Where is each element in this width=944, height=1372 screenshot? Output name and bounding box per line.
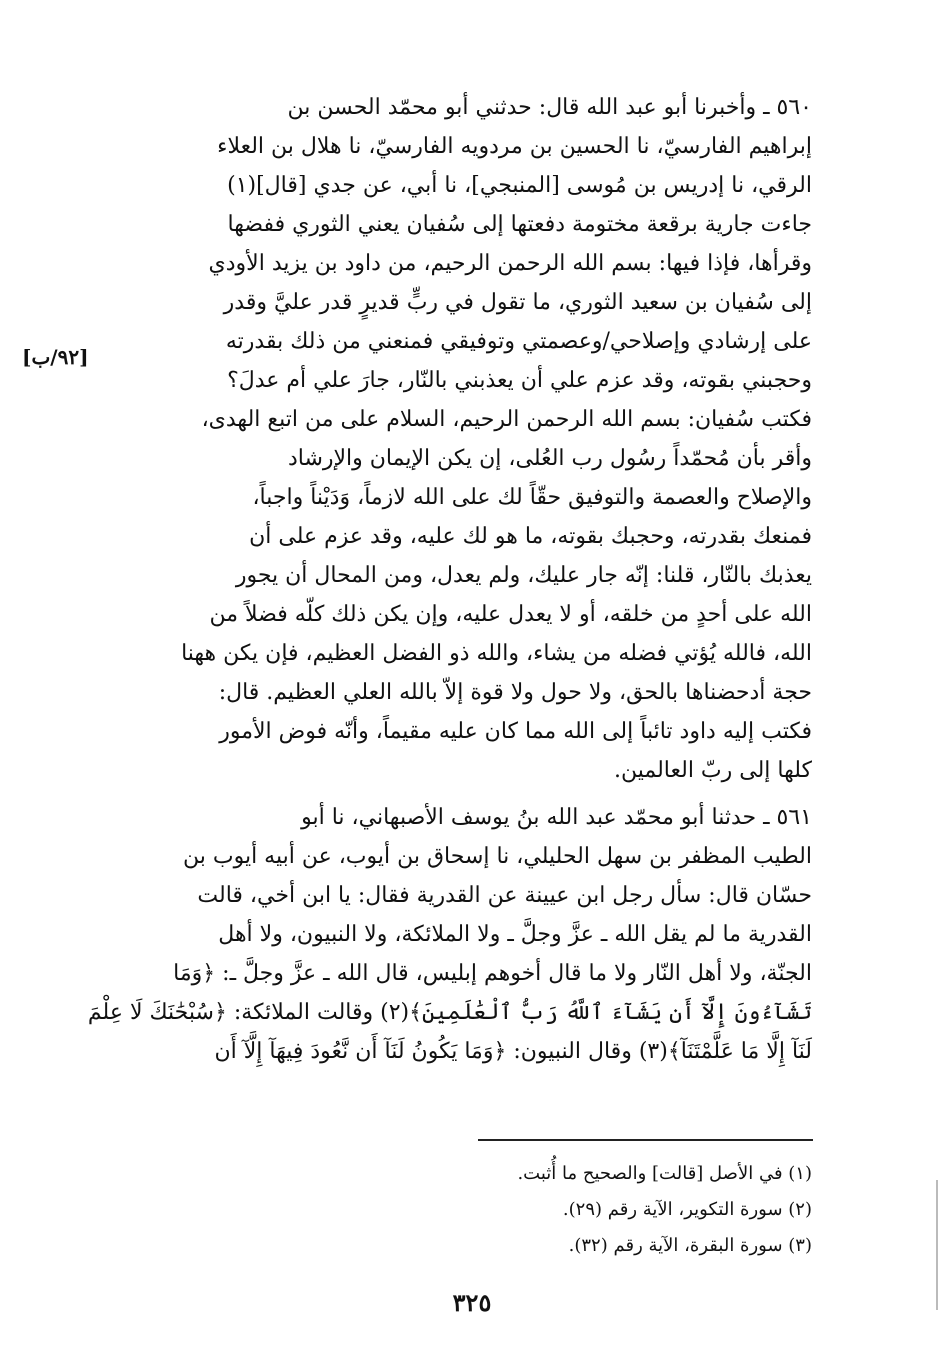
hadith-561: [87, 798, 812, 1071]
text-line: وقرأها، فإذا فيها: بسم الله الرحمن الرحيم، من داود بن يزيد الأودي: [208, 251, 812, 276]
text-line: يعذبك بالنّار، قلنا: إنّه جار عليك، ولم يعدل، ومن المحال أن يجور: [235, 563, 812, 588]
text-line: كلها إلى ربّ العالمين.: [614, 758, 812, 783]
text-line: الله، فالله يُؤتي فضله من يشاء، والله ذو الفضل العظيم، فإن يكن ههنا: [181, 641, 812, 666]
page-number: ٣٢٥: [452, 1288, 492, 1317]
text-line: الجنّة، ولا أهل النّار ولا ما قال أخوهم إبليس، قال الله ـ عزَّ وجلَّ ـ: ﴿وَمَا: [173, 961, 812, 986]
text-line: الطيب المظفر بن سهل الحليلي، نا إسحاق بن أيوب، عن أبيه أيوب بن: [183, 844, 812, 869]
text-line: إبراهيم الفارسيّ، نا الحسين بن مردويه الفارسيّ، نا هلال بن العلاء: [217, 134, 812, 159]
footnote-3: (٣) سورة البقرة، الآية رقم (٣٢).: [568, 1235, 812, 1256]
text-line: فمنعك بقدرته، وحجبك بقوته، ما هو لك عليه، وقد عزم على أن: [249, 524, 812, 549]
text-line: وأقر بأن مُحمّداً رسُول رب العُلى، إن يكن الإيمان والإرشاد: [287, 446, 812, 471]
footnote-2: (٢) سورة التكوير، الآية رقم (٢٩).: [562, 1199, 812, 1220]
text-line: جاءت جارية برقعة مختومة دفعتها إلى سُفيان يعني الثوري ففضها: [227, 212, 812, 237]
text-line: فكتب سُفيان: بسم الله الرحمن الرحيم، السلام على من اتبع الهدى،: [201, 407, 812, 432]
text-line: لَنَآ إِلَّا مَا عَلَّمْتَنَآ﴾(٣) وقال النبيون: ﴿وَمَا يَكُونُ لَنَآ أَن نَّعُودَ فِيهَآ إِلَّآ أَن: [214, 1039, 812, 1064]
text-line: إلى سُفيان بن سعيد الثوري، ما تقول في ربٍّ قديرٍ قدر عليَّ وقدر: [223, 290, 812, 315]
text-line: ٥٦٠ ـ وأخبرنا أبو عبد الله قال: حدثني أبو محمّد الحسن بن: [287, 95, 812, 120]
text-line: وحجبني بقوته، وقد عزم علي أن يعذبني بالنّار، جارَ علي أم عدلَ؟: [227, 368, 812, 393]
main-text: [87, 88, 812, 1079]
text-line: فكتب إليه داود تائباً إلى الله مما كان عليه مقيماً، وأنّه فوض الأمور: [219, 719, 812, 744]
page-edge-mark: [936, 1180, 938, 1310]
footnotes: [400, 1156, 812, 1264]
text-line: تَشَآءُونَ إِلَّآ أَن يَشَآءَ ٱللَّهُ رَبُّ ٱلْعَٰلَمِينَ﴾(٢) وقالت الملائكة: ﴿سُبْحَٰنَكَ لَا عِلْمَ: [87, 1000, 812, 1025]
manuscript-folio-marker: [٩٢/ب]: [22, 345, 89, 369]
text-line: الله على أحدٍ من خلقه، أو لا يعدل عليه، وإن يكن ذلك كلّه فضلاً من: [209, 602, 812, 627]
text-line: القدرية ما لم يقل الله ـ عزَّ وجلَّ ـ ولا الملائكة، ولا النبيون، ولا أهل: [218, 922, 812, 947]
footnote-divider: [478, 1139, 813, 1141]
text-line: حسّان قال: سأل رجل ابن عيينة عن القدرية فقال: يا ابن أخي، قالت: [197, 883, 812, 908]
text-line: والإصلاح والعصمة والتوفيق حقّاً لك على الله لازماً، وَدَيْناً واجباً،: [252, 485, 812, 510]
hadith-560: [132, 88, 812, 790]
text-line: على إرشادي وإصلاحي/وعصمتي وتوفيقي فمنعني من ذلك بقدرته: [225, 329, 812, 354]
footnote-1: (١) في الأصل [قالت] والصحيح ما أُثبت.: [517, 1163, 812, 1184]
text-line: ٥٦١ ـ حدثنا أبو محمّد عبد الله بنُ يوسف الأصبهاني، نا أبو: [301, 805, 812, 830]
text-line: الرقي، نا إدريس بن مُوسى [المنبجي]، نا أبي، عن جدي [قال](١): [227, 173, 812, 198]
text-line: حجة أدحضناها بالحق، ولا حول ولا قوة إلاّ بالله العلي العظيم. قال:: [218, 680, 812, 705]
